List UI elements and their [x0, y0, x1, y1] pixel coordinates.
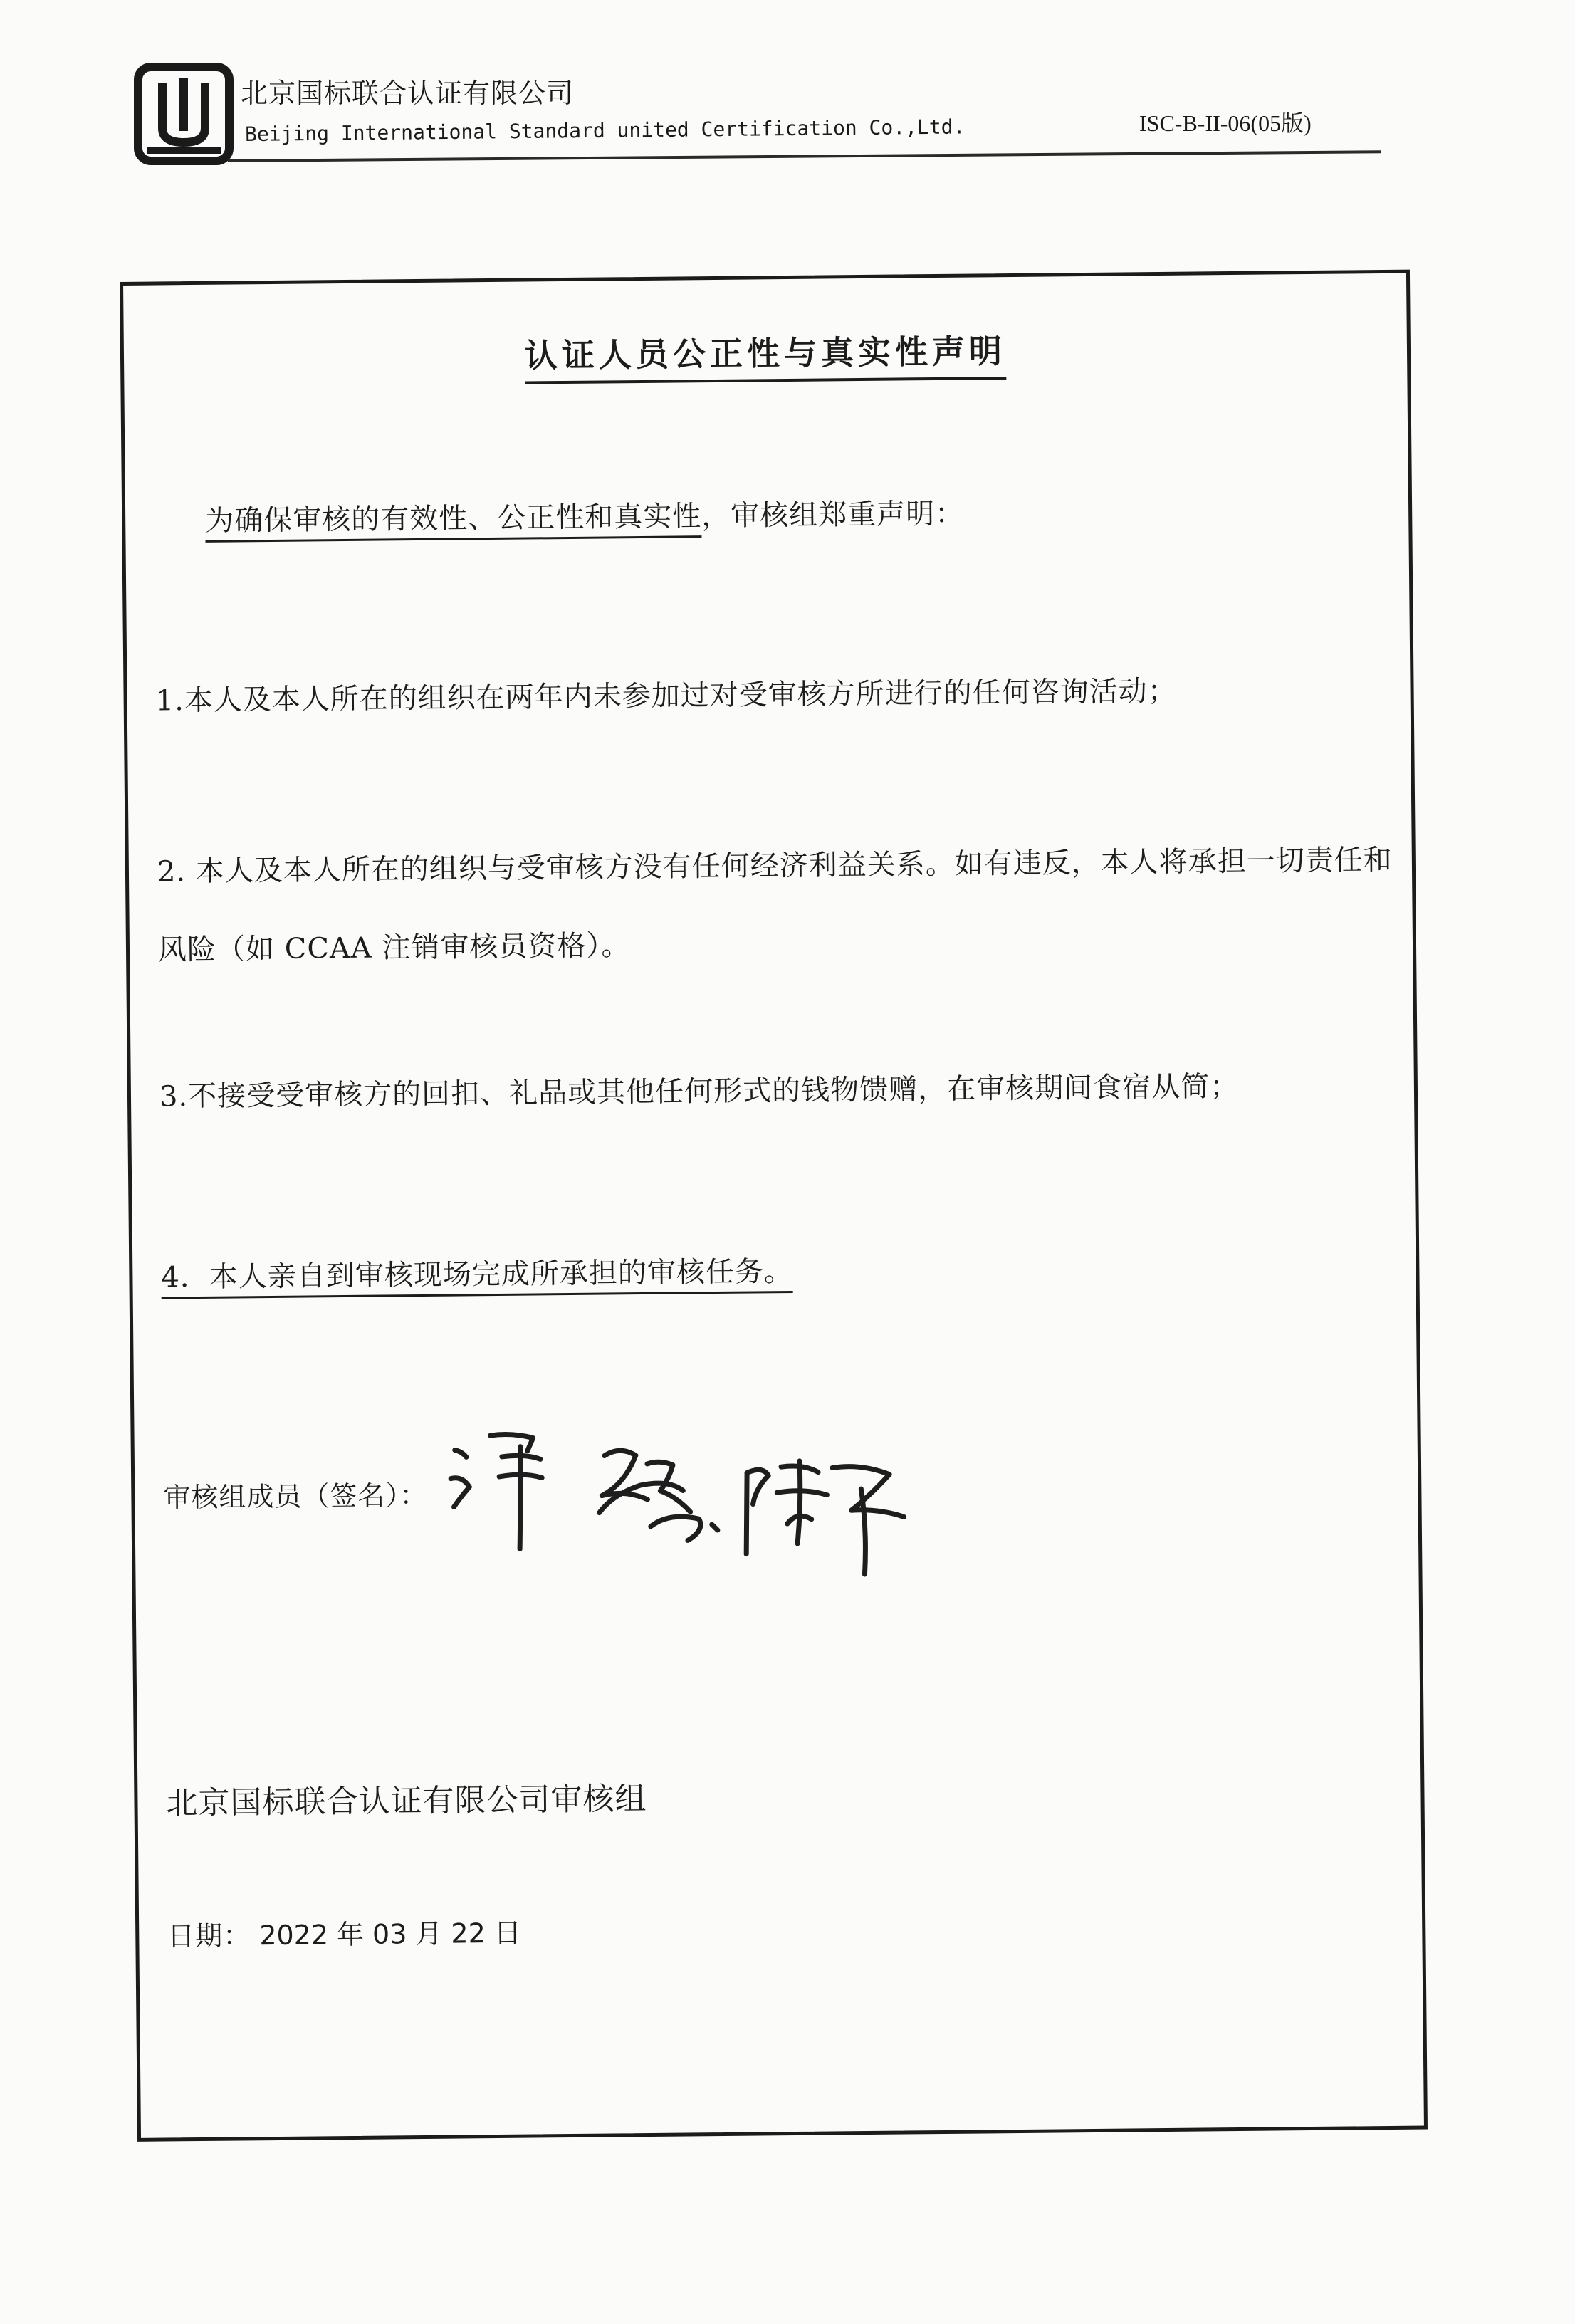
intro-underlined-text: 为确保审核的有效性、公正性和真实性 [205, 500, 701, 543]
declaration-item-4 [161, 1249, 793, 1296]
date-day-unit: 日 [493, 1917, 521, 1949]
declaration-item-2: 2. 本人及本人所在的组织与受审核方没有任何经济利益关系。如有违反，本人将承担一切责任和 [157, 843, 1393, 889]
date-day: 22 [451, 1917, 486, 1949]
audit-team-name: 北京国标联合认证有限公司审核组 [166, 1780, 647, 1822]
intro-rest-text: ，审核组郑重声明： [701, 497, 965, 533]
declaration-frame [120, 270, 1428, 2142]
declaration-item-4-text: 4．本人亲自到审核现场完成所承担的审核任务。 [161, 1255, 793, 1299]
date-year: 2022 [259, 1919, 329, 1952]
declaration-title [124, 322, 1408, 388]
declaration-item-1: 1.本人及本人所在的组织在两年内未参加过对受审核方所进行的任何咨询活动； [155, 674, 1177, 718]
declaration-title-text: 认证人员公正性与真实性声明 [525, 325, 1007, 384]
signature-label: 审核组成员（签名）： [163, 1479, 428, 1514]
date-row [167, 1911, 521, 1954]
date-label: 日期： [167, 1920, 251, 1952]
declaration-item-2-continued: 风险（如 CCAA 注销审核员资格）。 [157, 929, 631, 967]
declaration-item-3: 3.不接受受审核方的回扣、礼品或其他任何形式的钱物馈赠，在审核期间食宿从简； [159, 1069, 1240, 1114]
header-divider [228, 150, 1381, 162]
company-name-en: Beijing International Standard united Certification Co.,Ltd. [244, 115, 966, 146]
company-name-cn: 北京国标联合认证有限公司 [241, 78, 575, 109]
document-header [0, 0, 1575, 171]
date-month: 03 [372, 1918, 407, 1950]
document-code: ISC-B-II-06(05版) [1139, 110, 1312, 136]
declaration-intro [205, 491, 964, 539]
date-month-unit: 月 [415, 1917, 443, 1950]
handwritten-signature [433, 1403, 947, 1593]
isc-logo-icon [134, 63, 234, 165]
date-year-unit: 年 [336, 1918, 365, 1951]
